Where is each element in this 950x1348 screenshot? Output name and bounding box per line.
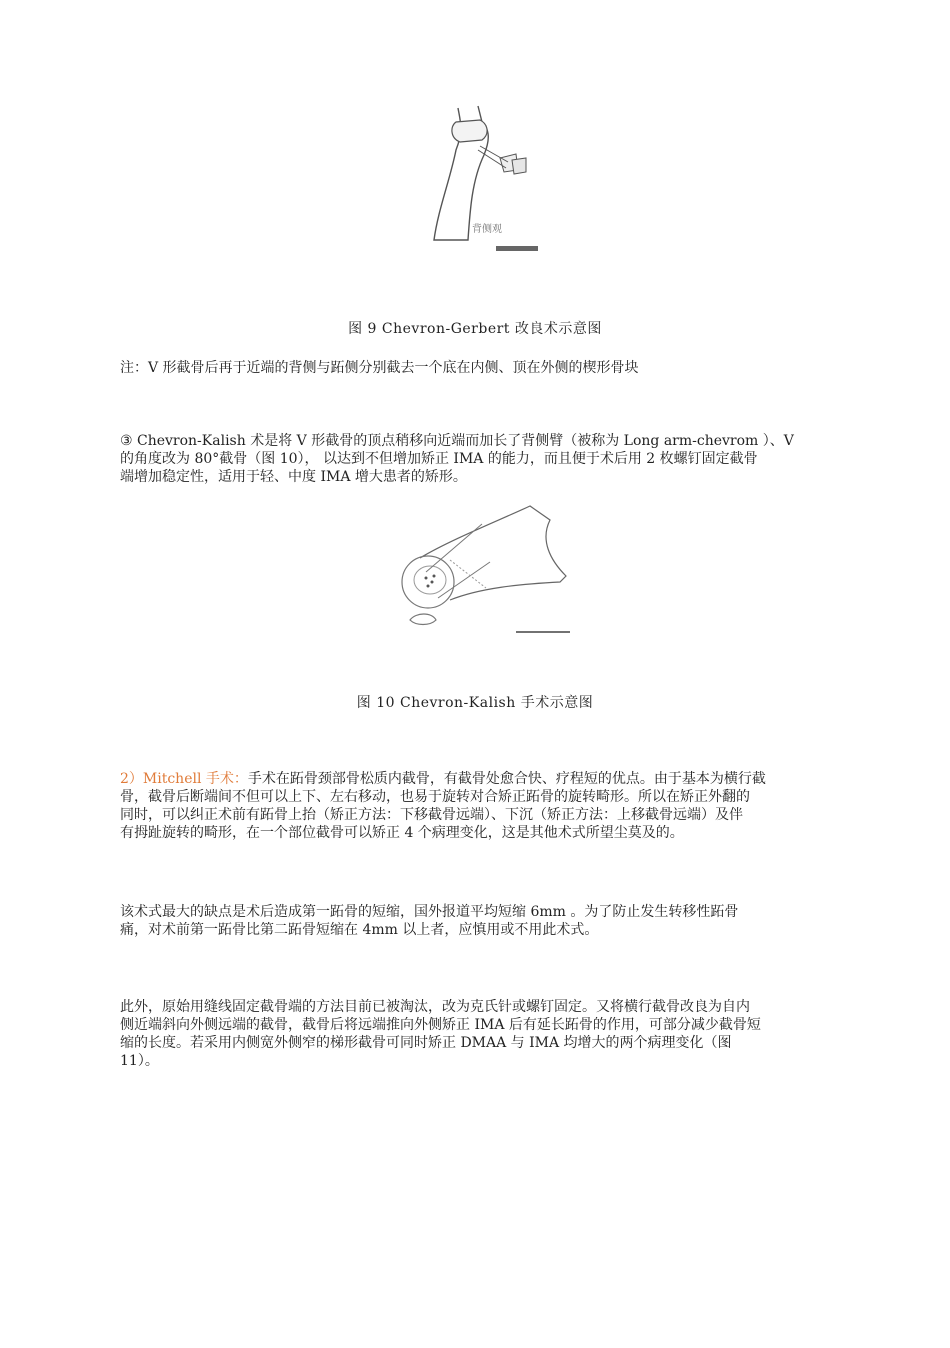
figure-9-caption: 图 9 Chevron-Gerbert 改良术示意图 bbox=[348, 321, 602, 337]
wedge-block-2 bbox=[512, 158, 526, 174]
paragraph-line: 缩的长度。若采用内侧宽外侧窄的梯形截骨可同时矫正 DMAA 与 IMA 均增大的两个病理变化（图 bbox=[120, 1035, 732, 1051]
mitchell-heading: 2）Mitchell 手术： bbox=[120, 771, 248, 787]
paragraph-line: 该术式最大的缺点是术后造成第一跖骨的短缩，国外报道平均短缩 6mm 。为了防止发生转移性跖骨 bbox=[120, 904, 739, 920]
paragraph-additional bbox=[120, 998, 832, 1070]
metatarsal-head bbox=[452, 120, 487, 142]
paragraph-line: 的角度改为 80°截骨（图 10）， 以达到不但增加矫正 IMA 的能力，而且便于术后用 2 枚螺钉固定截骨 bbox=[120, 451, 758, 467]
paragraph-line: 痛，对术前第一跖骨比第二跖骨短缩在 4mm 以上者，应慎用或不用此术式。 bbox=[120, 922, 599, 938]
mitchell-first-line: 手术在跖骨颈部骨松质内截骨，有截骨处愈合快、疗程短的优点。由于基本为横行截 bbox=[247, 771, 766, 787]
figure-10-illustration bbox=[390, 500, 580, 640]
figure-10-caption: 图 10 Chevron-Kalish 手术示意图 bbox=[356, 695, 594, 711]
paragraph-mitchell bbox=[120, 770, 832, 842]
osteotomy-line-1 bbox=[426, 524, 482, 572]
paragraph-line: 侧近端斜向外侧远端的截骨，截骨后将远端推向外侧矫正 IMA 后有延长跖骨的作用，可部分减少截骨短 bbox=[120, 1017, 761, 1033]
paragraph-line bbox=[120, 770, 832, 788]
paragraph-line: ③ Chevron-Kalish 术是将 V 形截骨的顶点稍移向近端而加长了背侧臂（被称为 Long arm-chevrom ）、V bbox=[120, 433, 794, 449]
paragraph-drawback bbox=[120, 903, 832, 939]
metatarsal-outline bbox=[420, 506, 566, 600]
paragraph-line: 有拇趾旋转的畸形，在一个部位截骨可以矫正 4 个病理变化，这是其他术式所望尘莫及的。 bbox=[120, 825, 684, 841]
paragraph-line: 骨，截骨后断端间不但可以上下、左右移动，也易于旋转对合矫正跖骨的旋转畸形。所以在矫正外翻的 bbox=[120, 789, 750, 805]
paragraph-line: 同时，可以纠正术前有跖骨上抬（矫正方法：下移截骨远端）、下沉（矫正方法：上移截骨远端）及伴 bbox=[120, 807, 743, 823]
paragraph-chevron-kalish bbox=[120, 432, 832, 486]
figure-9-image-label: 背侧观 bbox=[472, 224, 502, 235]
scale-bar bbox=[496, 246, 538, 251]
figure-9-note: 注：V 形截骨后再于近端的背侧与跖侧分别截去一个底在内侧、顶在外侧的楔形骨块 bbox=[120, 360, 639, 376]
paragraph-line: 11）。 bbox=[120, 1053, 159, 1069]
paragraph-line: 端增加稳定性，适用于轻、中度 IMA 增大患者的矫形。 bbox=[120, 469, 467, 485]
figure-9-illustration bbox=[420, 100, 550, 260]
sesamoid bbox=[410, 614, 436, 625]
paragraph-line: 此外，原始用缝线固定截骨端的方法目前已被淘汰，改为克氏针或螺钉固定。又将横行截骨改良为自内 bbox=[120, 999, 750, 1015]
